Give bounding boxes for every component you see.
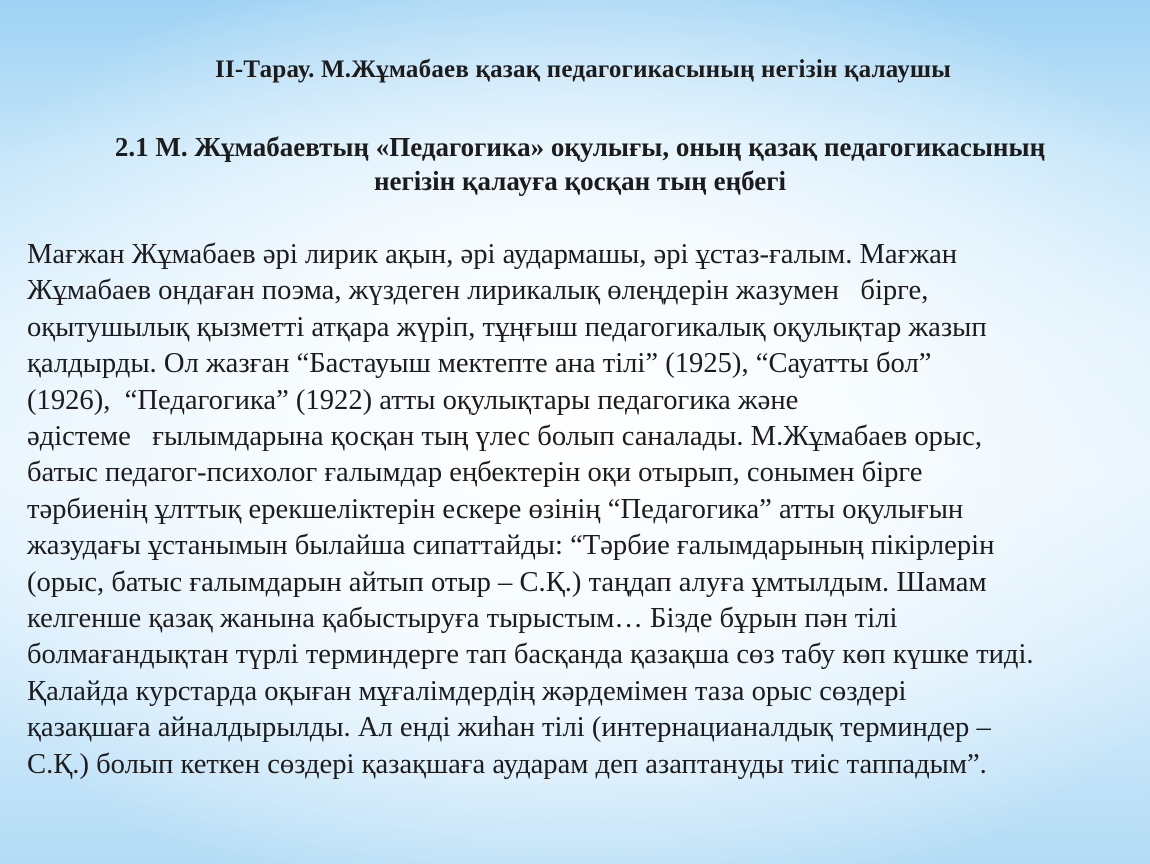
body-line: болмағандықтан түрлі терминдерге тап басқанда қазақша сөз табу көп күшке тиді.	[27, 639, 1034, 671]
body-line: батыс педагог-психолог ғалымдар еңбектерін оқи отырып, сонымен бірге	[27, 457, 923, 489]
body-line: Қалайда курстарда оқыған мұғалімдердің жәрдемімен таза орыс сөздері	[27, 675, 907, 707]
section-title-line-2: негізін қалауға қосқан тың еңбегі	[373, 166, 787, 196]
section-title-line-1: 2.1 М. Жұмабаевтың «Педагогика» оқулығы, оның қазақ педагогикасының	[114, 132, 1046, 162]
body-line: келгенше қазақ жанына қабыстыруға тырыстым… Бізде бұрын пән тілі	[27, 603, 898, 635]
body-paragraph	[27, 237, 1150, 783]
body-line: Мағжан Жұмабаев әрі лирик ақын, әрі аудармашы, әрі ұстаз-ғалым. Мағжан	[27, 239, 958, 270]
chapter-title: ІІ-Тарау. М.Жұмабаев қазақ педагогикасының негізін қалаушы	[215, 56, 951, 83]
body-line: С.Қ.) болып кеткен сөздері қазақшаға аударам деп азаптануды тиіс таппадым”.	[27, 748, 987, 780]
body-line: тәрбиенің ұлттық ерекшеліктерін ескере өзінің “Педагогика” атты оқулығын	[27, 493, 964, 525]
body-line: (орыс, батыс ғалымдарын айтып отыр – С.Қ.) таңдап алуға ұмтылдым. Шамам	[27, 566, 987, 598]
body-line: қазақшаға айналдырылды. Ал енді жиһан тілі (интернацианалдық терминдер –	[27, 712, 991, 744]
body-line: оқытушылық қызметті атқара жүріп, тұңғыш педагогикалық оқулықтар жазып	[27, 311, 987, 343]
body-line: жазудағы ұстанымын былайша сипаттайды: “Тәрбие ғалымдарының пікірлерін	[27, 530, 995, 562]
body-line: Жұмабаев ондаған поэма, жүздеген лирикалық өлеңдерін жазумен бірге,	[27, 275, 929, 307]
body-line: қалдырды. Ол жазған “Бастауыш мектепте ана тілі” (1925), “Сауатты бол”	[27, 348, 932, 380]
body-line: әдістеме ғылымдарына қосқан тың үлес болып саналады. М.Жұмабаев орыс,	[27, 421, 982, 453]
body-line: (1926), “Педагогика” (1922) атты оқулықтары педагогика және	[27, 384, 799, 416]
section-title	[20, 130, 1140, 198]
